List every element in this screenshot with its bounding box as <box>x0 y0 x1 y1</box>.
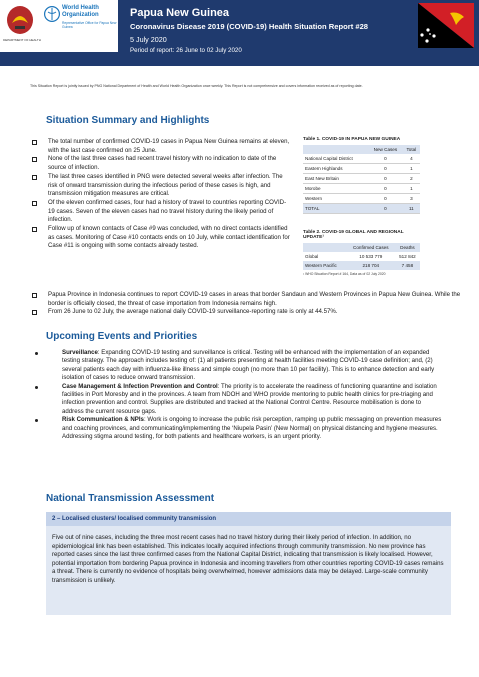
table-header-cell <box>303 145 368 154</box>
summary-item: Of the eleven confirmed cases, four had a history of travel to countries reporting COVID-19 cases. Seven of the eleven cases had no travel history during the likely period of infection. <box>32 199 290 225</box>
checkbox-bullet-icon <box>32 310 37 315</box>
transmission-box-header <box>46 512 451 526</box>
emblem-caption: DEPARTMENT OF HEALTH <box>3 38 41 42</box>
summary-list-wide <box>32 291 462 317</box>
event-text: : The priority is to accelerate the readiness of functioning quarantine and isolation facilities in Port Moresby and in the provinces. A team from NDOH and WHO provide mentoring to public health clinics for pre-triaging and infection prevention and control. Supplies are distributed and tracked at the National Control Centre. Resource mobilisation is done to address the current resource gaps. <box>62 382 437 415</box>
table-row <box>303 261 420 270</box>
who-name: World Health Organization <box>62 5 99 18</box>
table-header-row <box>303 145 420 154</box>
table-png-cases <box>303 137 420 214</box>
total-sum-cell: 11 <box>403 203 420 213</box>
bullet-dot-icon <box>35 352 38 355</box>
png-emblem-icon <box>6 5 34 35</box>
deaths-cell: 7 458 <box>395 261 420 270</box>
logo-panel <box>0 0 118 52</box>
province-cell: East New Britain <box>303 173 368 183</box>
region-cell: Western Pacific <box>303 261 347 270</box>
new-cases-cell: 0 <box>368 163 403 173</box>
region-cell: Global <box>303 252 347 261</box>
event-label: Case Management & Infection Prevention and Control <box>62 382 218 390</box>
events-list <box>32 349 444 441</box>
summary-item: From 26 June to 02 July, the average national daily COVID-19 surveillance-reporting rate is only at 44.57%. <box>32 308 462 317</box>
total-cell: 2 <box>403 173 420 183</box>
table-row <box>303 252 420 261</box>
report-title: Papua New Guinea <box>130 7 230 19</box>
bullet-dot-icon <box>35 386 38 389</box>
table-header-cell <box>303 243 347 252</box>
who-office: Representative Office for Papua New Guinea <box>62 21 117 29</box>
summary-item: Papua Province in Indonesia continues to report COVID-19 cases in areas that border Sandaun and Western Provinces in Papua New Guinea. While the border is officially closed, the threat of case importation from Indonesia remains high. <box>32 291 462 308</box>
transmission-text: Five out of nine cases, including the three most recent cases had no travel history during their likely period of infection. In addition, no epidemiological link has been established. This indicates locally acquired infections through community transmission. No new province has reported cases since the last three confirmed cases from the National Capital District, indicating that transmission is likely localised. However, potential importation from bordering Papua province in Indonesia and incoming travellers from other countries reporting COVID-19 cases remains a threat. There is currently no evidence of hospitals being overwhelmed, however admissions data may be delayed. Large-scale community transmission is unlikely. <box>52 534 444 584</box>
png-flag-icon <box>418 3 474 48</box>
total-new-cell: 0 <box>368 203 403 213</box>
summary-list <box>32 138 290 251</box>
province-cell: Eastern Highlands <box>303 163 368 173</box>
table1-caption: Table 1. COVID-19 IN PAPUA NEW GUINEA <box>303 137 401 142</box>
report-header <box>0 0 479 66</box>
summary-item: None of the last three cases had recent travel history with no indication to date of the source of infection. <box>32 155 290 172</box>
checkbox-bullet-icon <box>32 293 37 298</box>
transmission-level: 2 – Localised clusters/ localised community transmission <box>52 516 217 522</box>
table-total-row <box>303 203 420 213</box>
event-label: Risk Communication & NPIs <box>62 416 144 424</box>
total-cell: 4 <box>403 154 420 164</box>
summary-item: Follow up of known contacts of Case #9 was concluded, with no direct contacts identified as cases. Monitoring of Case #10 contacts ends on 10 July, while contact identification for Case #11 is ongoing with some contacts already tested. <box>32 225 290 251</box>
checkbox-bullet-icon <box>32 227 37 232</box>
transmission-box <box>46 512 451 615</box>
events-heading: Upcoming Events and Priorities <box>46 331 198 342</box>
report-subtitle: Coronavirus Disease 2019 (COVID-19) Health Situation Report #28 <box>130 22 369 31</box>
province-cell: Western <box>303 193 368 203</box>
event-item <box>32 416 444 441</box>
total-cell: 1 <box>403 163 420 173</box>
table-row <box>303 193 420 203</box>
table-header-cell: Confirmed Cases <box>347 243 395 252</box>
table-row <box>303 173 420 183</box>
report-period: Period of report: 26 June to 02 July 2020 <box>130 47 242 54</box>
table-row <box>303 154 420 164</box>
confirmed-cell: 10 533 779 <box>347 252 395 261</box>
checkbox-bullet-icon <box>32 140 37 145</box>
new-cases-cell: 0 <box>368 173 403 183</box>
summary-item: The total number of confirmed COVID-19 cases in Papua New Guinea remains at eleven, with the last case confirmed on 25 June. <box>32 138 290 155</box>
summary-heading: Situation Summary and Highlights <box>46 115 210 126</box>
table-row <box>303 183 420 193</box>
table2-caption: Table 2. COVID-19 GLOBAL AND REGIONAL UPDATE¹ <box>303 230 404 240</box>
event-label: Surveillance <box>62 349 98 356</box>
table2-note: ¹ WHO Situation Report # 164, Data as of 02 July 2020 <box>303 271 386 276</box>
table-header-row <box>303 243 420 252</box>
bullet-dot-icon <box>35 419 38 422</box>
event-item <box>32 349 444 383</box>
table-global-update <box>303 230 420 276</box>
event-text: : Expanding COVID-19 testing and surveillance is critical. Testing will be enhanced with the implementation of an expanded testing strategy. The approach includes testing of: (1) all patients presenting at health facilities meeting COVID-19 case definition; and, (2) several patients each day with influenza-like illness and simple cough (no more than 10 per facility). This is to enhance detection and early isolation of cases to reduce onward transmission. <box>62 349 435 382</box>
table-row <box>303 163 420 173</box>
new-cases-cell: 0 <box>368 154 403 164</box>
province-cell: Morobe <box>303 183 368 193</box>
summary-item: The last three cases identified in PNG were detected several weeks after infection. The risk of onward transmission during the infectious period of these cases is high, and transmission mitigation measures are critical. <box>32 173 290 199</box>
event-text: : Work is ongoing to increase the public risk perception, ramping up public messaging on prevention measures and coaching provinces, and communicating/implementing the ‘Niupela Pasin’ (New Normal) on physical distancing and hygiene measures. Addressing stigma around testing, for both patients and healthcare workers, is an urgent priority. <box>62 416 442 441</box>
checkbox-bullet-icon <box>32 201 37 206</box>
total-label-cell: TOTAL <box>303 203 368 213</box>
disclaimer: This Situation Report is jointly issued by PNG National Department of Health and World Health Organization once weekly. This Report is not comprehensive and covers information received as of reporting date. <box>30 84 363 88</box>
who-logo-icon <box>44 6 60 22</box>
table-header-cell: New Cases <box>368 145 403 154</box>
new-cases-cell: 0 <box>368 193 403 203</box>
event-item <box>32 383 444 417</box>
report-date: 5 July 2020 <box>130 35 167 44</box>
checkbox-bullet-icon <box>32 175 37 180</box>
total-cell: 3 <box>403 193 420 203</box>
transmission-heading: National Transmission Assessment <box>46 493 215 504</box>
table-header-cell: Deaths <box>395 243 420 252</box>
checkbox-bullet-icon <box>32 157 37 162</box>
province-cell: National Capital District <box>303 154 368 164</box>
table-header-cell: Total <box>403 145 420 154</box>
total-cell: 1 <box>403 183 420 193</box>
confirmed-cell: 218 704 <box>347 261 395 270</box>
deaths-cell: 512 842 <box>395 252 420 261</box>
new-cases-cell: 0 <box>368 183 403 193</box>
